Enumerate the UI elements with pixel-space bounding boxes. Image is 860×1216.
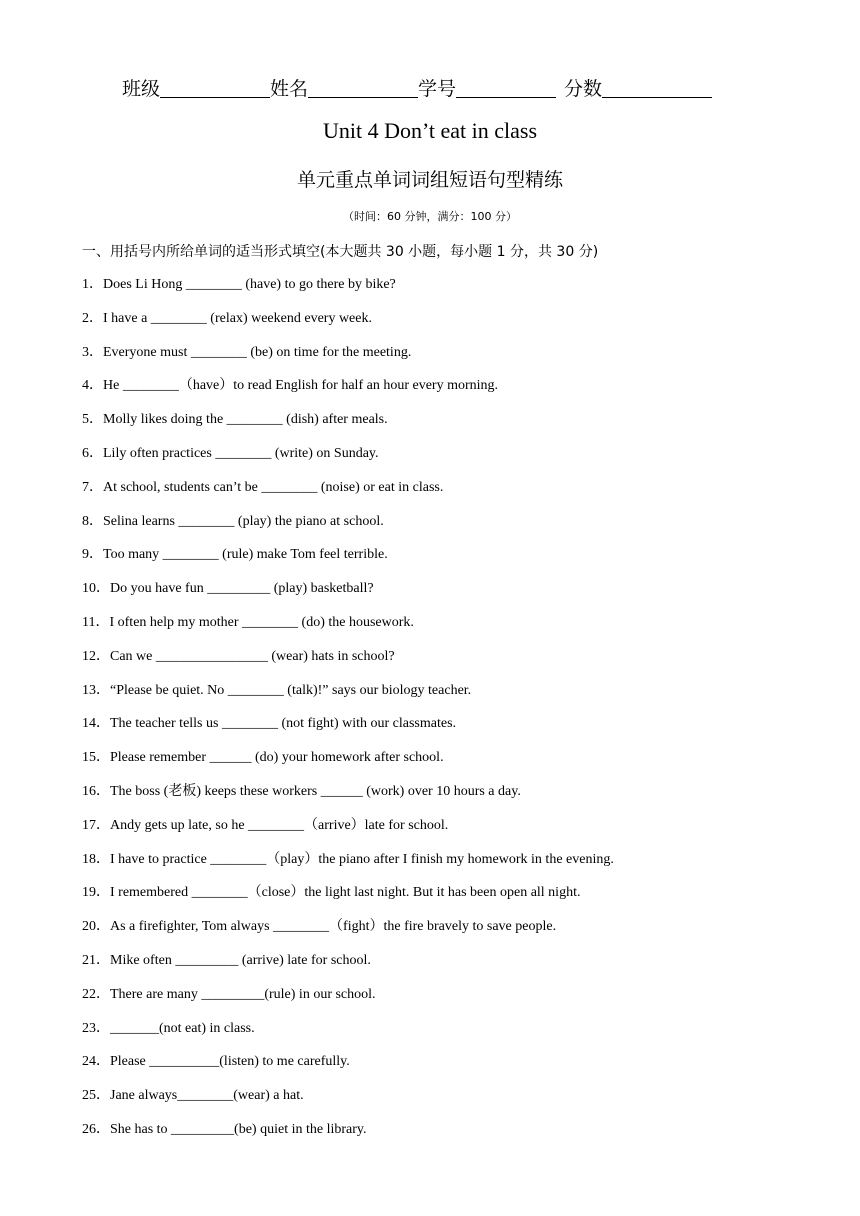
question-text: Everyone must ________ (be) on time for the meeting. <box>103 344 412 360</box>
question-item <box>82 782 614 816</box>
student-number-blank <box>456 79 556 98</box>
name-label: 姓名 <box>270 78 309 100</box>
question-text: At school, students can’t be ________ (noise) or eat in class. <box>103 479 444 495</box>
question-number: 3． <box>82 344 103 360</box>
question-item <box>82 681 614 715</box>
question-text: I remembered ________（close）the light last night. But it has been open all night. <box>110 885 581 901</box>
question-item <box>82 275 614 309</box>
question-item <box>82 714 614 748</box>
question-text: “Please be quiet. No ________ (talk)!” says our biology teacher. <box>110 682 472 698</box>
score-label: 分数 <box>564 78 603 100</box>
question-item <box>82 512 614 546</box>
question-number: 24． <box>82 1054 110 1070</box>
question-text: The boss (老板) keeps these workers ______ (work) over 10 hours a day. <box>110 783 521 799</box>
question-number: 7． <box>82 479 103 495</box>
question-number: 21． <box>82 952 110 968</box>
question-number: 20． <box>82 919 110 935</box>
question-number: 16． <box>82 783 110 799</box>
question-item <box>82 545 614 579</box>
question-text: Please remember ______ (do) your homework after school. <box>110 750 444 766</box>
question-text: I have to practice ________（play）the piano after I finish my homework in the evening. <box>110 851 614 867</box>
question-text: Lily often practices ________ (write) on Sunday. <box>103 445 379 461</box>
question-item <box>82 343 614 377</box>
score-blank <box>602 79 712 98</box>
question-number: 17． <box>82 817 110 833</box>
question-number: 1． <box>82 277 103 292</box>
question-text: Andy gets up late, so he ________（arrive）late for school. <box>110 817 449 833</box>
name-blank <box>308 79 418 98</box>
question-number: 15． <box>82 750 110 766</box>
question-number: 10． <box>82 581 110 597</box>
question-text: The teacher tells us ________ (not fight) with our classmates. <box>110 716 457 732</box>
question-text: Molly likes doing the ________ (dish) after meals. <box>103 412 388 428</box>
question-item <box>82 883 614 917</box>
question-item <box>82 376 614 410</box>
question-item <box>82 917 614 951</box>
question-number: 18． <box>82 851 110 867</box>
question-number: 23． <box>82 1020 110 1036</box>
question-item <box>82 1120 614 1154</box>
question-text: Please __________(listen) to me carefully. <box>110 1054 350 1070</box>
question-number: 4． <box>82 378 103 394</box>
time-score-note: （时间：60 分钟，满分：100 分） <box>343 210 517 223</box>
question-item <box>82 1019 614 1053</box>
question-item <box>82 985 614 1019</box>
question-number: 8． <box>82 513 103 529</box>
section-heading: 一、用括号内所给单词的适当形式填空(本大题共 30 小题，每小题 1 分，共 30 分) <box>82 244 599 260</box>
question-number: 6． <box>82 445 103 461</box>
question-item <box>82 410 614 444</box>
class-blank <box>160 79 270 98</box>
page-subtitle: 单元重点单词词组短语句型精练 <box>296 169 563 191</box>
question-number: 26． <box>82 1121 110 1137</box>
question-text: Mike often _________ (arrive) late for school. <box>110 952 371 968</box>
question-item <box>82 951 614 985</box>
question-number: 12． <box>82 648 110 664</box>
question-text: He ________（have）to read English for half an hour every morning. <box>103 378 499 394</box>
question-item <box>82 478 614 512</box>
class-label: 班级 <box>122 78 161 100</box>
question-item <box>82 850 614 884</box>
question-text: _______(not eat) in class. <box>110 1020 255 1036</box>
question-text: She has to _________(be) quiet in the library. <box>110 1121 367 1137</box>
question-item <box>82 647 614 681</box>
question-number: 13． <box>82 682 110 698</box>
question-number: 22． <box>82 986 110 1002</box>
question-item <box>82 1086 614 1120</box>
question-text: Jane always________(wear) a hat. <box>110 1088 304 1104</box>
question-number: 5． <box>82 412 103 428</box>
question-text: I often help my mother ________ (do) the housework. <box>109 614 414 630</box>
question-text: I have a ________ (relax) weekend every week. <box>103 310 372 326</box>
question-text: Selina learns ________ (play) the piano at school. <box>103 513 384 529</box>
question-number: 9． <box>82 547 103 563</box>
question-item <box>82 748 614 782</box>
question-text: There are many _________(rule) in our school. <box>110 986 376 1002</box>
question-number: 11． <box>82 614 110 630</box>
question-text: Does Li Hong ________ (have) to go there by bike? <box>103 277 396 292</box>
question-item <box>82 816 614 850</box>
question-text: Do you have fun _________ (play) basketball? <box>110 581 374 597</box>
question-item <box>82 579 614 613</box>
question-item <box>82 1052 614 1086</box>
question-number: 2． <box>82 310 103 326</box>
question-item <box>82 613 614 647</box>
question-text: As a firefighter, Tom always ________（fight）the fire bravely to save people. <box>110 919 557 935</box>
question-number: 25． <box>82 1088 110 1104</box>
student-info-line <box>122 74 742 101</box>
question-number: 19． <box>82 885 110 901</box>
question-item <box>82 309 614 343</box>
question-text: Too many ________ (rule) make Tom feel terrible. <box>103 547 388 563</box>
student-number-label: 学号 <box>418 78 457 100</box>
question-number: 14． <box>82 716 110 732</box>
question-text: Can we ________________ (wear) hats in school? <box>110 648 395 664</box>
question-list <box>82 275 614 1154</box>
page-title: Unit 4 Don’t eat in class <box>322 118 538 143</box>
question-item <box>82 444 614 478</box>
